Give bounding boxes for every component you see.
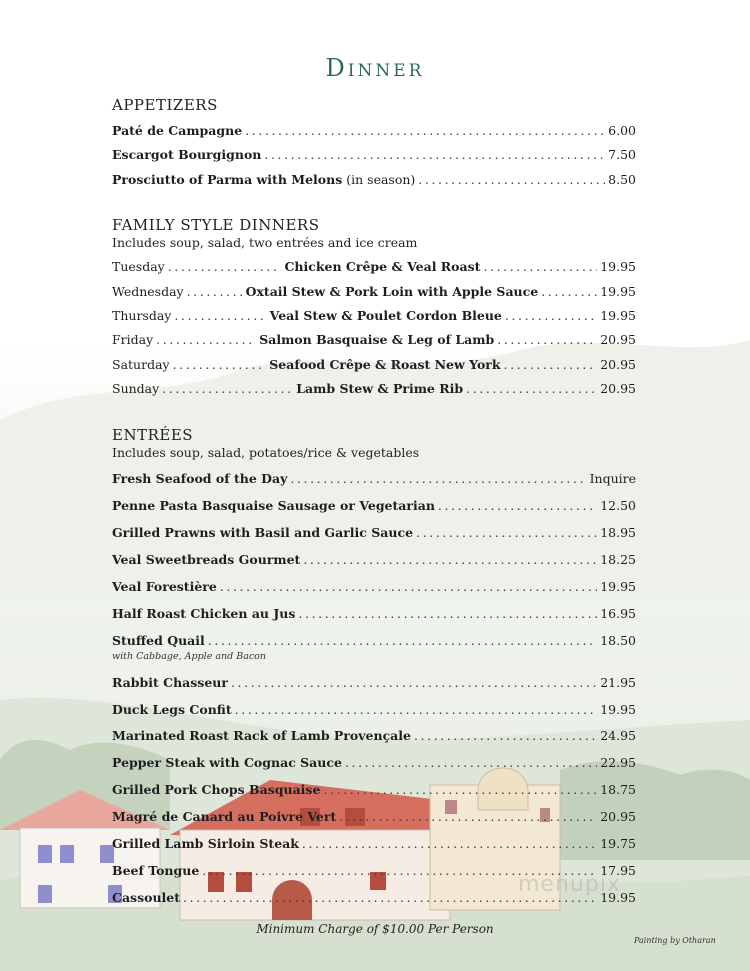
family-dinner-row — [112, 356, 636, 374]
menu-item — [112, 674, 636, 692]
dot-leader — [541, 283, 597, 301]
menu-item — [112, 808, 636, 826]
section-subheading-entrees: Includes soup, salad, potatoes/rice & vegetables — [112, 445, 420, 460]
menu-item — [112, 578, 636, 596]
dot-leader — [303, 551, 597, 569]
item-name: Escargot Bourgignon — [112, 147, 262, 162]
page-title: Dinner — [325, 54, 425, 82]
item-price: 19.95 — [600, 259, 636, 274]
item-price: 18.95 — [600, 525, 636, 540]
section-heading-entrees: ENTRÉES — [112, 426, 194, 444]
dish-name: Salmon Basquaise & Leg of Lamb — [259, 332, 495, 347]
item-price: 20.95 — [600, 809, 636, 824]
dot-leader — [504, 356, 598, 374]
section-subheading-family-style: Includes soup, salad, two entrées and ice cream — [112, 235, 418, 250]
item-price: 22.95 — [600, 755, 636, 770]
menu-item — [112, 605, 636, 623]
item-name: Magré de Canard au Poivre Vert — [112, 809, 337, 824]
dot-leader — [298, 605, 597, 623]
dish-name: Oxtail Stew & Pork Loin with Apple Sauce — [245, 284, 539, 299]
dish-name: Chicken Crêpe & Veal Roast — [284, 259, 481, 274]
item-price: 24.95 — [600, 728, 636, 743]
item-price: 18.75 — [600, 782, 636, 797]
watermark-logo: menupix — [518, 872, 621, 897]
item-price: 8.50 — [608, 172, 636, 187]
dot-leader — [208, 632, 597, 650]
day-name: Friday — [112, 332, 154, 347]
dot-leader — [264, 146, 605, 164]
dot-leader — [173, 356, 267, 374]
item-name: Prosciutto of Parma with Melons — [112, 172, 343, 187]
item-name: Cassoulet — [112, 890, 181, 905]
item-name: Rabbit Chasseur — [112, 675, 228, 690]
dot-leader — [497, 331, 597, 349]
menu-item — [112, 171, 636, 189]
item-name: Veal Sweetbreads Gourmet — [112, 552, 301, 567]
painting-credit: Painting by Otharan — [634, 936, 716, 945]
day-name: Saturday — [112, 357, 170, 372]
item-name: Duck Legs Confit — [112, 702, 232, 717]
item-name: Fresh Seafood of the Day — [112, 471, 288, 486]
family-dinner-row — [112, 283, 636, 301]
day-name: Sunday — [112, 381, 160, 396]
item-price: Inquire — [589, 471, 636, 486]
item-price: 19.95 — [600, 890, 636, 905]
menu-item — [112, 632, 636, 650]
item-note-quail: with Cabbage, Apple and Bacon — [112, 651, 267, 662]
menu-item — [112, 701, 636, 719]
dot-leader — [416, 524, 597, 542]
dot-leader — [231, 674, 597, 692]
dot-leader — [290, 470, 586, 488]
section-heading-family-style: FAMILY STYLE DINNERS — [112, 216, 320, 234]
dish-name: Veal Stew & Poulet Cordon Bleue — [269, 308, 502, 323]
menu-item — [112, 470, 636, 488]
menu-item — [112, 497, 636, 515]
family-dinner-row — [112, 307, 636, 325]
menu-item — [112, 727, 636, 745]
item-name: Veal Forestière — [112, 579, 217, 594]
item-price: 17.95 — [600, 863, 636, 878]
menu-item — [112, 835, 636, 853]
menu-item — [112, 781, 636, 799]
dot-leader — [418, 171, 605, 189]
item-price: 18.50 — [600, 633, 636, 648]
dot-leader — [505, 307, 597, 325]
item-price: 20.95 — [600, 381, 636, 396]
dot-leader — [245, 122, 605, 140]
item-price: 19.95 — [600, 284, 636, 299]
item-name: Half Roast Chicken au Jus — [112, 606, 296, 621]
dot-leader — [174, 307, 266, 325]
menu-item — [112, 122, 636, 140]
family-dinner-row — [112, 258, 636, 276]
dot-leader — [466, 380, 597, 398]
dot-leader — [345, 754, 597, 772]
item-price: 20.95 — [600, 332, 636, 347]
item-name: Pepper Steak with Cognac Sauce — [112, 755, 342, 770]
item-price: 19.95 — [600, 702, 636, 717]
item-name: Grilled Pork Chops Basquaise — [112, 782, 321, 797]
day-name: Thursday — [112, 308, 172, 323]
item-name: Paté de Campagne — [112, 123, 243, 138]
item-price: 20.95 — [600, 357, 636, 372]
day-name: Wednesday — [112, 284, 184, 299]
item-price: 19.75 — [600, 836, 636, 851]
dot-leader — [156, 331, 256, 349]
day-name: Tuesday — [112, 259, 165, 274]
item-name: Beef Tongue — [112, 863, 200, 878]
item-price: 16.95 — [600, 606, 636, 621]
dish-name: Seafood Crêpe & Roast New York — [269, 357, 501, 372]
family-dinner-row — [112, 380, 636, 398]
section-heading-appetizers: APPETIZERS — [112, 96, 218, 114]
dot-leader — [483, 258, 597, 276]
dot-leader — [339, 808, 597, 826]
dot-leader — [162, 380, 293, 398]
dot-leader — [235, 701, 598, 719]
dot-leader — [438, 497, 597, 515]
minimum-charge-note: Minimum Charge of $10.00 Per Person — [256, 922, 494, 936]
item-price: 6.00 — [608, 123, 636, 138]
dot-leader — [414, 727, 597, 745]
menu-item — [112, 754, 636, 772]
item-name: Grilled Lamb Sirloin Steak — [112, 836, 299, 851]
item-price: 21.95 — [600, 675, 636, 690]
item-price: 19.95 — [600, 308, 636, 323]
item-price: 18.25 — [600, 552, 636, 567]
menu-item — [112, 551, 636, 569]
menu-item — [112, 524, 636, 542]
item-name: Marinated Roast Rack of Lamb Provençale — [112, 728, 411, 743]
item-price: 12.50 — [600, 498, 636, 513]
dot-leader — [168, 258, 282, 276]
dot-leader — [220, 578, 597, 596]
dot-leader — [302, 835, 597, 853]
item-name: Stuffed Quail — [112, 633, 205, 648]
dish-name: Lamb Stew & Prime Rib — [296, 381, 464, 396]
dot-leader — [323, 781, 597, 799]
item-name: Penne Pasta Basquaise Sausage or Vegetarian — [112, 498, 435, 513]
item-price: 7.50 — [608, 147, 636, 162]
item-price: 19.95 — [600, 579, 636, 594]
dot-leader — [187, 283, 243, 301]
family-dinner-row — [112, 331, 636, 349]
item-name: Grilled Prawns with Basil and Garlic Sauce — [112, 525, 414, 540]
item-note: (in season) — [346, 172, 416, 187]
menu-item — [112, 146, 636, 164]
